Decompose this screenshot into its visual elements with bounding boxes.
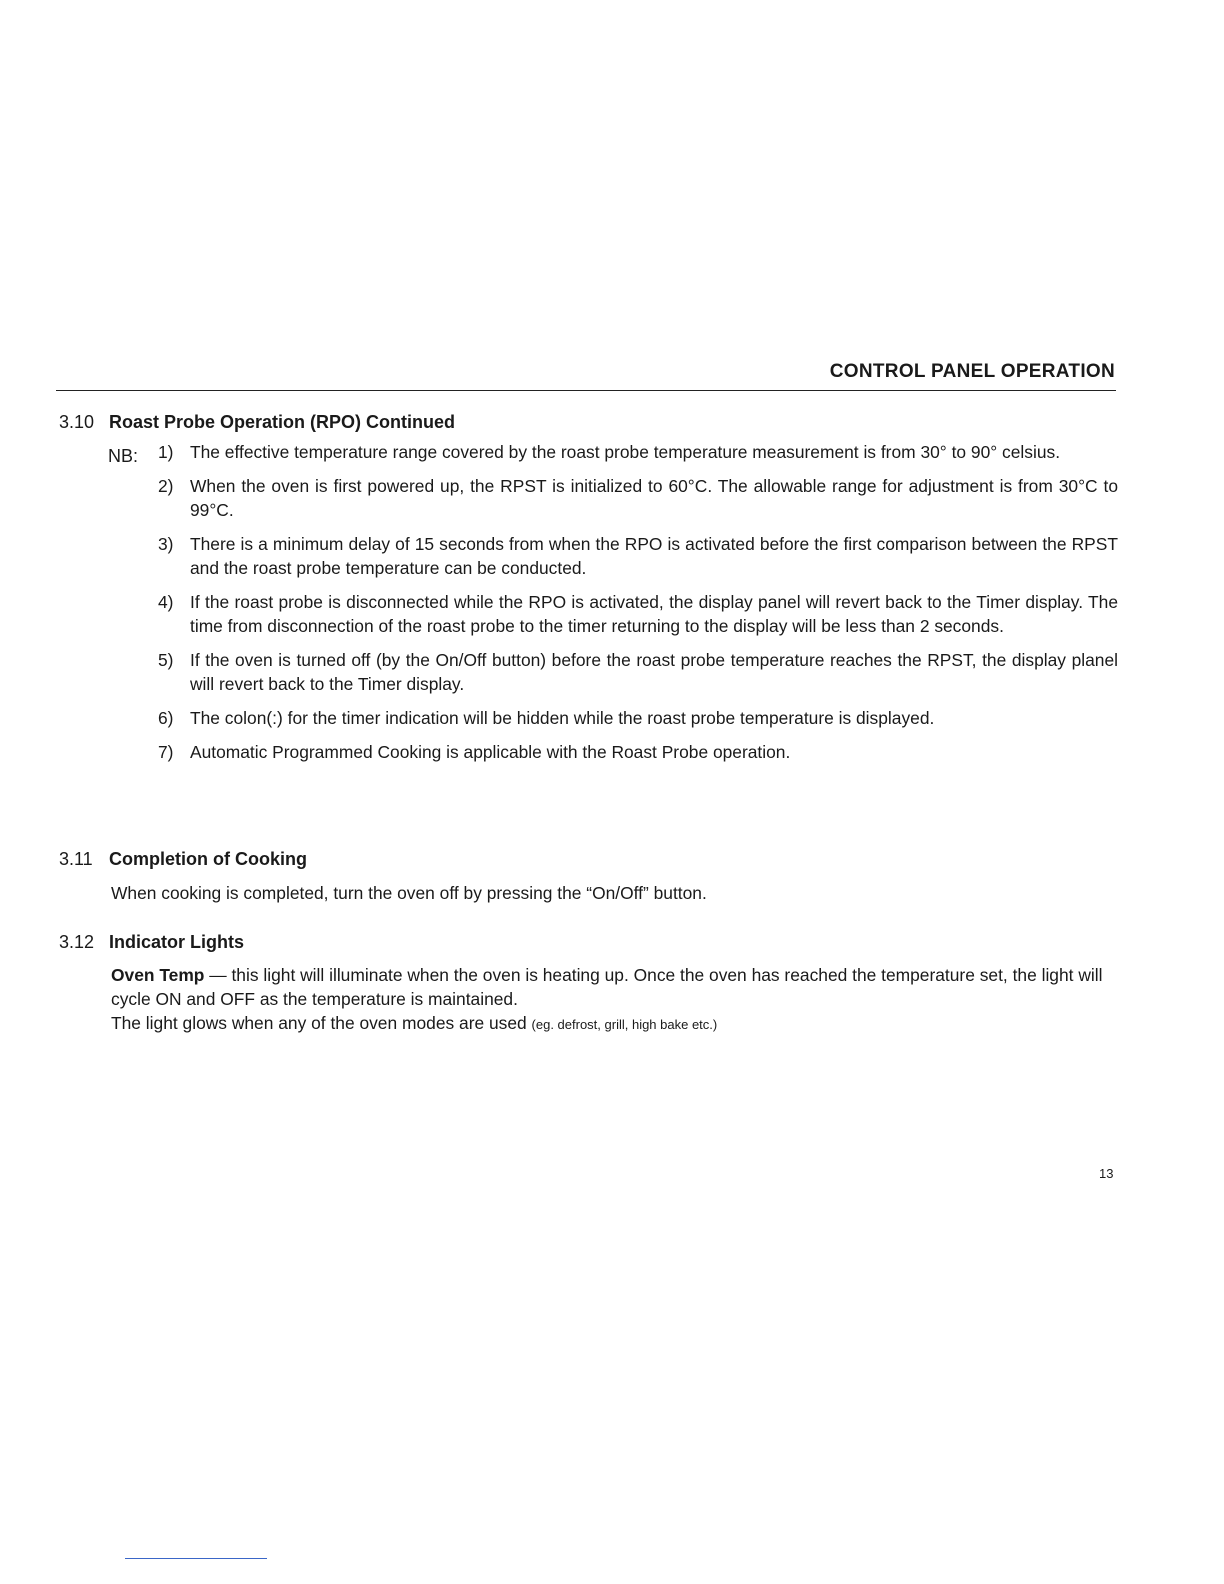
note-item — [150, 474, 1118, 522]
note-number: 3) — [158, 534, 174, 554]
section-number: 3.11 — [59, 849, 93, 869]
note-text: If the roast probe is disconnected while the RPO is activated, the display panel will revert back to the Timer display. The time from disconnection of the roast probe to the timer returning to the display will be less than 2 seconds. — [190, 592, 1118, 636]
note-number: 6) — [158, 708, 174, 728]
note-number: 1) — [158, 442, 174, 462]
note-number: 4) — [158, 592, 174, 612]
note-item — [150, 532, 1118, 580]
page-header-title: CONTROL PANEL OPERATION — [829, 361, 1115, 382]
note-text: If the oven is turned off (by the On/Off button) before the roast probe temperature reaches the RPST, the display planel will revert back to the Timer display. — [190, 650, 1118, 694]
section-number: 3.10 — [59, 412, 95, 432]
note-text: There is a minimum delay of 15 seconds from when the RPO is activated before the first comparison between the RPST and the roast probe temperature can be conducted. — [190, 534, 1118, 578]
notes-list — [150, 440, 1118, 774]
note-text: Automatic Programmed Cooking is applicable with the Roast Probe operation. — [190, 742, 791, 762]
page-number: 13 — [1099, 1166, 1114, 1181]
note-number: 5) — [158, 650, 174, 670]
note-text: When the oven is first powered up, the RPST is initialized to 60°C. The allowable range for adjustment is from 30°C to 99°C. — [190, 476, 1118, 520]
section-number: 3.12 — [59, 932, 95, 952]
oven-temp-paragraph — [111, 963, 1119, 1037]
note-item — [150, 706, 1118, 730]
section-title: Completion of Cooking — [109, 849, 307, 869]
oven-modes-examples: (eg. defrost, grill, high bake etc.) — [531, 1017, 718, 1032]
section-title: Indicator Lights — [109, 932, 244, 952]
note-number: 7) — [158, 742, 174, 762]
oven-temp-description: — this light will illuminate when the oven is heating up. Once the oven has reached the temperature set, the light will cycle ON and OFF as the temperature is maintained. — [111, 965, 1103, 1009]
section-3-10-heading — [59, 411, 455, 433]
nb-label: NB: — [108, 446, 139, 466]
section-title: Roast Probe Operation (RPO) Continued — [109, 412, 456, 432]
note-item — [150, 590, 1118, 638]
completion-paragraph: When cooking is completed, turn the oven off by pressing the “On/Off” button. — [111, 883, 707, 903]
note-number: 2) — [158, 476, 174, 496]
note-item — [150, 648, 1118, 696]
bottom-rule — [125, 1558, 267, 1559]
section-3-11-heading — [59, 848, 307, 870]
note-text: The effective temperature range covered by the roast probe temperature measurement is from 30° to 90° celsius. — [190, 442, 1061, 462]
note-item — [150, 440, 1118, 464]
note-text: The colon(:) for the timer indication will be hidden while the roast probe temperature is displayed. — [190, 708, 935, 728]
note-item — [150, 740, 1118, 764]
oven-temp-term: Oven Temp — [111, 965, 205, 985]
header-divider — [56, 390, 1116, 391]
oven-modes-line: The light glows when any of the oven modes are used — [111, 1013, 532, 1033]
section-3-12-heading — [59, 931, 244, 953]
